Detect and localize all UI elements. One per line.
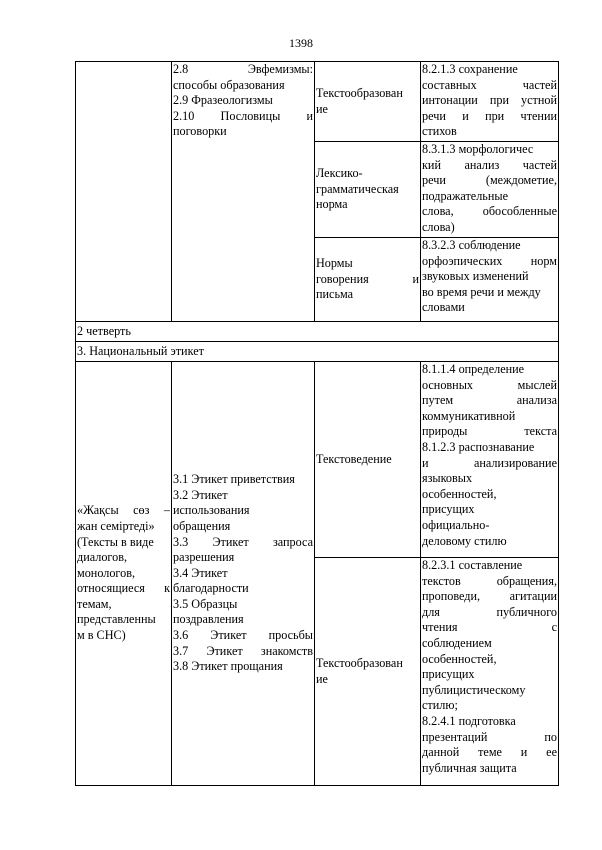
objective-line: текстов обращения, [422, 573, 557, 588]
theme-cell [76, 362, 172, 786]
section-row [76, 342, 559, 362]
objective-line: звуковых изменений [422, 269, 529, 284]
objective-line: презентаций по [422, 729, 557, 744]
objective-line: подражательные [422, 188, 508, 203]
objective-line: особенностей, [422, 486, 497, 501]
objective-line: языковых [422, 471, 473, 486]
objectives-cell [421, 362, 559, 558]
topic-line: благодарности [173, 581, 249, 596]
objective-line: слова, обособленные [422, 204, 557, 219]
theme-line: относящиеся к [77, 581, 170, 596]
skill-cell [315, 142, 421, 238]
skill-line: Текстоведение [316, 451, 392, 466]
objective-line: официально- [422, 517, 490, 532]
topic-line: поговорки [173, 124, 227, 139]
topic-line: 3.8 Этикет прощания [173, 659, 283, 674]
theme-line: м в СНС) [77, 628, 126, 643]
objective-line: 8.2.1.3 сохранение [422, 62, 518, 76]
objective-line: стилю; [422, 698, 458, 713]
theme-line: «Жақсы сөз – [77, 503, 170, 518]
topic-line: 3.4 Этикет [173, 565, 228, 580]
skill-line: Лексико- [316, 166, 363, 181]
topic-line: 2.9 Фразеологизмы [173, 93, 273, 108]
objective-line: проповеди, агитации [422, 589, 557, 604]
skill-line: ие [316, 671, 328, 686]
theme-line: темам, [77, 596, 112, 611]
topic-line: 3.6 Этикет просьбы [173, 628, 313, 643]
objective-line: 8.3.2.3 соблюдение [422, 238, 521, 252]
objective-line: орфоэпических норм [422, 253, 557, 268]
topic-line: 2.10 Пословицы и [173, 108, 313, 123]
skill-cell [315, 362, 421, 558]
objective-line: природы текста [422, 424, 557, 439]
theme-line: представленны [77, 612, 156, 627]
topic-line: 3.2 Этикет [173, 487, 228, 502]
objective-line: словами [422, 300, 465, 315]
skill-line: грамматическая [316, 181, 399, 196]
objective-line: публицистическому [422, 682, 526, 697]
objective-line: во время речи и между [422, 284, 541, 299]
objective-line: присущих [422, 502, 475, 517]
objective-line: речи и при чтении [422, 108, 557, 123]
objective-line: для публичного [422, 604, 557, 619]
quarter-label: 2 четверть [76, 322, 559, 342]
topic-line: 3.3 Этикет запроса [173, 534, 313, 549]
topic-line: использования [173, 503, 250, 518]
skill-line: норма [316, 197, 348, 212]
topic-line: разрешения [173, 550, 235, 565]
quarter-row [76, 322, 559, 342]
objective-line: кий анализ частей [422, 157, 557, 172]
skill-cell [315, 558, 421, 786]
objective-line: коммуникативной [422, 408, 516, 423]
theme-line: (Тексты в виде [77, 534, 154, 549]
objective-line: присущих [422, 667, 475, 682]
objective-line: деловому стилю [422, 533, 507, 548]
objective-line: соблюдением [422, 635, 492, 650]
page-number: 1398 [289, 36, 313, 50]
skill-line: ие [316, 101, 328, 116]
objectives-cell [421, 142, 559, 238]
topics-cell [172, 62, 315, 322]
skill-line: Текстообразован [316, 85, 403, 100]
topic-line: 3.5 Образцы [173, 596, 238, 611]
objectives-cell [421, 238, 559, 322]
objective-line: путем анализа [422, 393, 557, 408]
objective-line: 8.3.1.3 морфологичес [422, 142, 534, 156]
objective-line: 8.2.3.1 составление [422, 558, 523, 572]
objective-line: чтения с [422, 620, 557, 635]
objectives-cell [421, 558, 559, 786]
skill-line: письма [316, 287, 354, 302]
skill-cell [315, 238, 421, 322]
objective-line: интонации при устной [422, 93, 557, 108]
skill-cell [315, 62, 421, 142]
topic-line: 3.7 Этикет знакомств [173, 643, 313, 658]
topics-cell [172, 362, 315, 786]
objective-line: слова) [422, 219, 455, 234]
skill-line: Текстообразован [316, 655, 403, 670]
objective-line: особенностей, [422, 651, 497, 666]
theme-line: жан семіртеді» [77, 518, 155, 533]
theme-line: диалогов, [77, 550, 128, 565]
objectives-cell [421, 62, 559, 142]
objective-line: данной теме и ее [422, 745, 557, 760]
objective-line: 8.2.4.1 подготовка [422, 713, 516, 728]
objective-line: 8.1.2.3 распознавание [422, 439, 535, 454]
topic-line: поздравления [173, 612, 244, 627]
objective-line: публичная защита [422, 760, 517, 775]
objective-line: основных мыслей [422, 377, 557, 392]
topic-line: 2.8 Эвфемизмы: [173, 62, 313, 76]
objective-line: и анализирование [422, 455, 557, 470]
section-label: 3. Национальный этикет [76, 342, 559, 362]
objective-line: стихов [422, 124, 457, 139]
topic-line: обращения [173, 518, 231, 533]
objective-line: 8.1.1.4 определение [422, 362, 525, 376]
table-row [76, 62, 559, 142]
topic-line: способы образования [173, 77, 285, 92]
objective-line: составных частей [422, 77, 557, 92]
topic-line: 3.1 Этикет приветствия [173, 472, 295, 487]
theme-cell-empty [76, 62, 172, 322]
theme-line: монологов, [77, 565, 136, 580]
skill-line: Нормы [316, 256, 353, 271]
table-row [76, 362, 559, 558]
curriculum-table [75, 61, 559, 786]
skill-line: говорения и [316, 271, 419, 286]
objective-line: речи (междометие, [422, 173, 557, 188]
